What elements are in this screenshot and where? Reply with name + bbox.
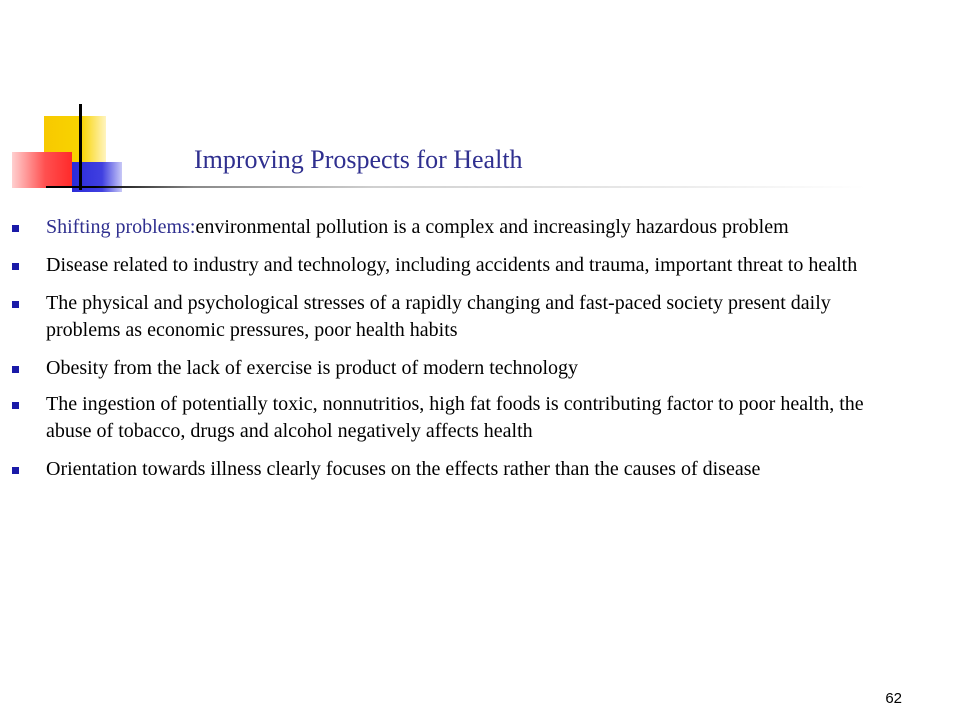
vertical-rule-decoration xyxy=(79,104,82,190)
bullet-lead-text: Shifting problems: xyxy=(46,216,196,238)
bullet-square-icon xyxy=(12,402,19,409)
bullet-square-icon xyxy=(12,467,19,474)
bullet-item xyxy=(12,252,892,279)
bullet-text: Orientation towards illness clearly focuses on the effects rather than the causes of disease xyxy=(46,458,761,480)
bullet-text: The physical and psychological stresses of a rapidly changing and fast-paced society present daily problems as economic pressures, poor health habits xyxy=(46,292,831,341)
bullet-square-icon xyxy=(12,263,19,270)
bullet-item xyxy=(12,214,892,241)
page-number: 62 xyxy=(885,690,902,707)
bullet-square-icon xyxy=(12,366,19,373)
decorative-squares-logo xyxy=(0,0,140,200)
title-underline-rule xyxy=(46,186,866,188)
bullet-text: Obesity from the lack of exercise is product of modern technology xyxy=(46,357,579,379)
bullet-item xyxy=(12,355,892,382)
bullet-text: environmental pollution is a complex and increasingly hazardous problem xyxy=(195,216,789,238)
red-square-decoration xyxy=(12,152,72,188)
bullet-item xyxy=(12,456,892,483)
bullet-item xyxy=(12,290,892,344)
bullet-square-icon xyxy=(12,225,19,232)
bullet-text: Disease related to industry and technology, including accidents and trauma, important threat to health xyxy=(46,254,858,276)
bullet-text: The ingestion of potentially toxic, nonnutritios, high fat foods is contributing factor to poor health, the abuse of tobacco, drugs and alcohol negatively affects health xyxy=(46,393,864,442)
bullet-list xyxy=(12,214,892,494)
bullet-item xyxy=(12,391,892,445)
slide-title: Improving Prospects for Health xyxy=(194,145,523,174)
bullet-square-icon xyxy=(12,301,19,308)
